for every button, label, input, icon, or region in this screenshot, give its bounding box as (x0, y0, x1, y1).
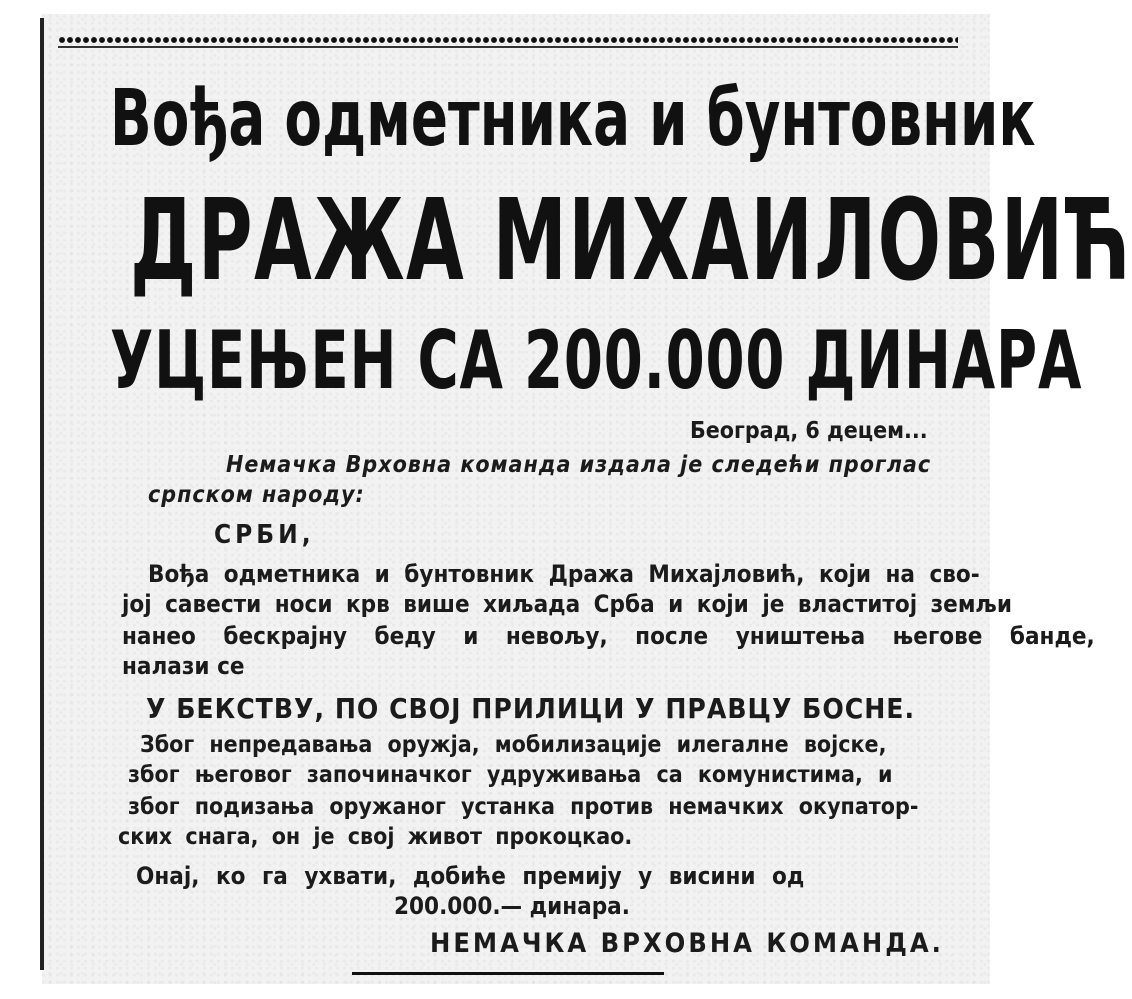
rule-line (58, 46, 958, 48)
signature: НЕМАЧКА ВРХОВНА КОМАНДА. (430, 928, 944, 959)
reason-line: Због непредавања оружја, мобилизације илегалне војске, (140, 732, 887, 758)
reason-line: ских снага, он је свој живот прокоцкао. (118, 824, 633, 850)
bottom-rule (352, 972, 664, 975)
paragraph-line: јој савести носи крв више хиљада Срба и који је властитој земљи (122, 590, 1013, 618)
intro-line-1: Немачка Врховна команда издала је следећи проглас (226, 452, 932, 478)
paragraph-line: нанео бескрајну беду и невољу, после уништења његове банде, (122, 622, 1095, 650)
reward-line: Онај, ко га ухвати, добиће премију у висини од (136, 862, 805, 890)
headline-line-1: Вођа одметника и бунтовник (110, 74, 1036, 164)
dateline: Београд, 6 децем... (690, 418, 928, 444)
paragraph-line: Вођа одметника и бунтовник Дража Михајловић, који на сво- (148, 560, 980, 588)
paragraph-line: налази се (122, 652, 245, 680)
headline-name: ДРАЖА МИХАИЛОВИЋ (130, 176, 1132, 306)
dotted-rule (58, 36, 958, 44)
reason-line: због подизања оружаног устанка против немачких окупатор- (128, 794, 919, 820)
salutation: СРБИ, (214, 520, 315, 550)
reward-amount: 200.000.— динара. (394, 892, 630, 920)
flight-statement: У БЕКСТВУ, ПО СВОЈ ПРИЛИЦИ У ПРАВЦУ БОСНЕ. (146, 692, 916, 725)
intro-line-2: српском народу: (148, 482, 365, 508)
headline-bounty: УЦЕЊЕН СА 200.000 ДИНАРА (110, 314, 1083, 407)
reason-line: због његовог започиначког удруживања са комунистима, и (128, 762, 893, 788)
column-rule (40, 18, 44, 970)
